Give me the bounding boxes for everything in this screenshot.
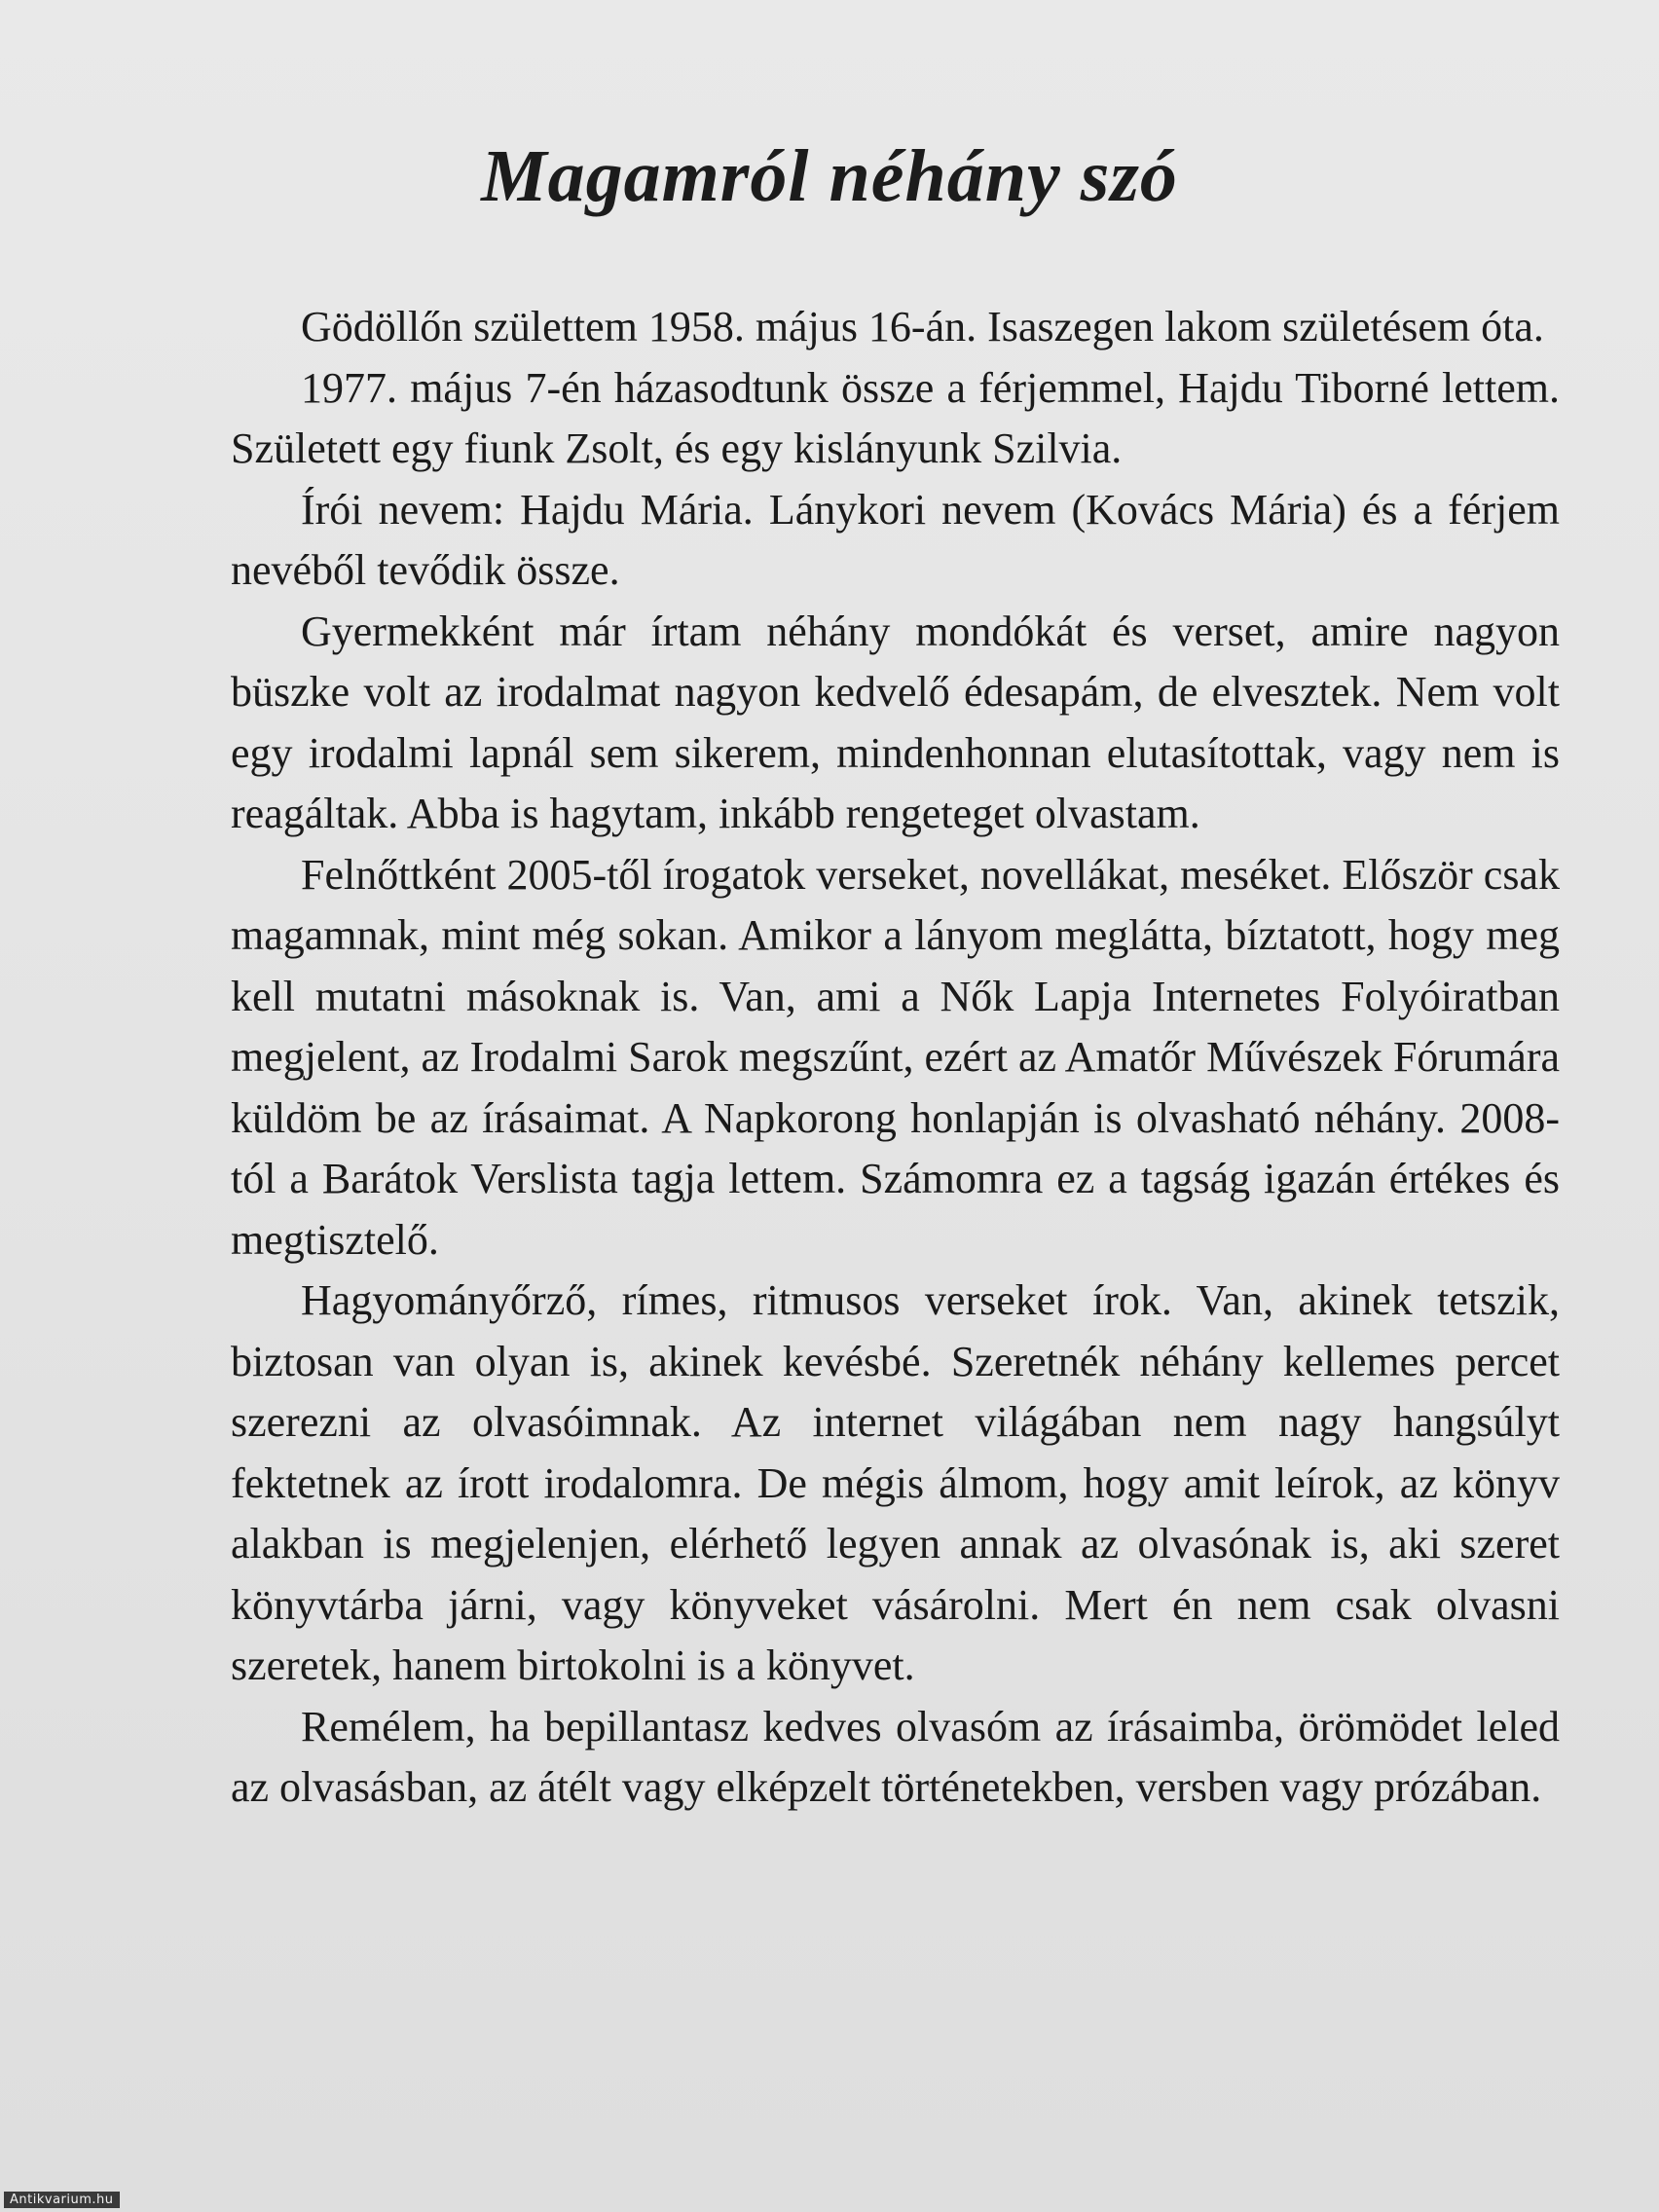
paragraph-pen-name: Írói nevem: Hajdu Mária. Lánykori nevem (Kovács Mária) és a férjem nevéből tevődik össze. bbox=[231, 485, 1560, 594]
page-title: Magamról néhány szó bbox=[481, 135, 1178, 217]
paragraph-childhood: Gyermekként már írtam néhány mondókát és verset, amire nagyon büszke volt az irodalmat nagyon kedvelő édesapám, de elvesztek. Nem volt egy irodalmi lapnál sem sikerem, mindenhonnan elutasítottak, vagy nem is reagáltak. Abba is hagytam, inkább rengeteget olvastam. bbox=[231, 607, 1560, 837]
watermark-label: Antikvarium.hu bbox=[4, 2192, 120, 2208]
paragraph-closing: Remélem, ha bepillantasz kedves olvasóm az írásaimba, örömödet leled az olvasásban, az átélt vagy elképzelt történetekben, versben vagy prózában. bbox=[231, 1702, 1560, 1811]
body-text bbox=[231, 297, 1560, 1819]
paragraph-birth: Gödöllőn születtem 1958. május 16-án. Isaszegen lakom születésem óta. bbox=[301, 303, 1544, 350]
paragraph-adulthood: Felnőttként 2005-től írogatok verseket, novellákat, meséket. Először csak magamnak, mint még sokan. Amikor a lányom meglátta, bíztatott, hogy meg kell mutatni másoknak is. Van, ami a Nők Lapja Internetes Folyóiratban megjelent, az Irodalmi Sarok megszűnt, ezért az Amatőr Művészek Fórumára küldöm be az írásaimat. A Napkorong honlapján is olvasható néhány. 2008-tól a Barátok Verslista tagja lettem. Számomra ez a tagság igazán értékes és megtisztelő. bbox=[231, 850, 1560, 1264]
paragraph-marriage: 1977. május 7-én házasodtunk össze a férjemmel, Hajdu Tiborné lettem. Született egy fiunk Zsolt, és egy kislányunk Szilvia. bbox=[231, 363, 1560, 472]
paragraph-style: Hagyományőrző, rímes, ritmusos verseket írok. Van, akinek tetszik, biztosan van olyan is, akinek kevésbé. Szeretnék néhány kellemes percet szerezni az olvasóimnak. Az internet világában nem nagy hangsúlyt fektetnek az írott irodalomra. De mégis álmom, hogy amit leírok, az könyv alakban is megjelenjen, elérhető legyen annak az olvasónak is, aki szeret könyvtárba járni, vagy könyveket vásárolni. Mert én nem csak olvasni szeretek, hanem birtokolni is a könyvet. bbox=[231, 1276, 1560, 1689]
